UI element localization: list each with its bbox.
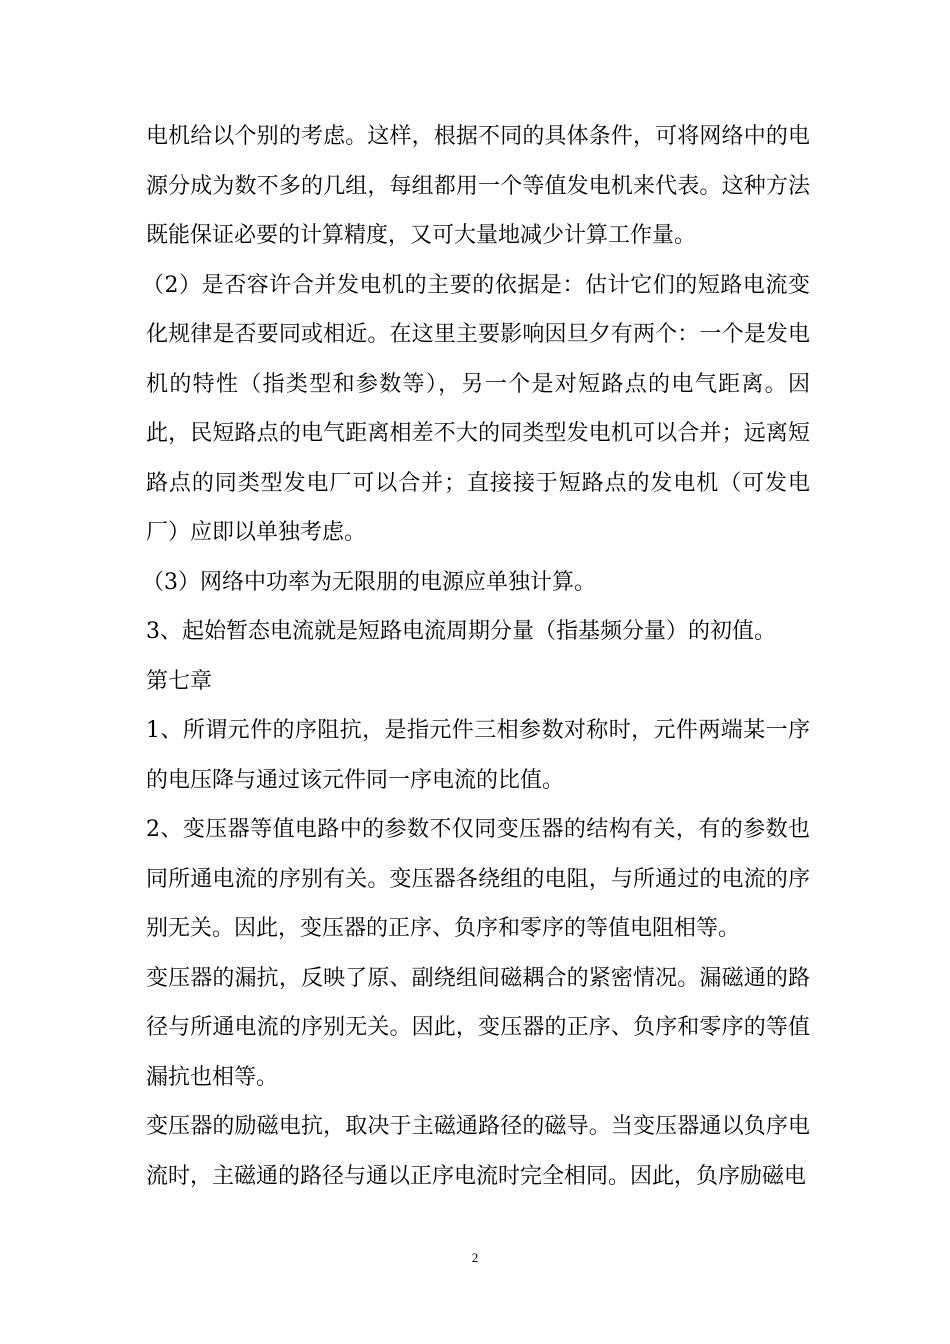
- page-body: [142, 112, 810, 1201]
- paragraph-7: 变压器的漏抗，反映了原、副绕组间磁耦合的紧密情况。漏磁通的路径与所通电流的序别无关。因此，变压器的正序、负序和零序的等值漏抗也相等。: [146, 965, 810, 1090]
- paragraph-3: （3）网络中功率为无限朋的电源应单独计算。: [142, 569, 596, 595]
- paragraph-1: 电机给以个别的考虑。这样，根据不同的具体条件，可将网络中的电源分成为数不多的几组，每组都用一个等值发电机来代表。这种方法既能保证必要的计算精度，又可大量地减少计算工作量。: [146, 124, 810, 248]
- paragraph-4: 3、起始暂态电流就是短路电流周期分量（指基频分量）的初值。: [146, 619, 776, 644]
- paragraph-8: 变压器的励磁电抗，取决于主磁通路径的磁导。当变压器通以负序电流时，主磁通的路径与通以正序电流时完全相同。因此，负序励磁电: [146, 1114, 810, 1189]
- paragraph-5: 1、所谓元件的序阻抗，是指元件三相参数对称时，元件两端某一序的电压降与通过该元件同一序电流的比值。: [146, 718, 810, 793]
- paragraph-6: 2、变压器等值电路中的参数不仅同变压器的结构有关，有的参数也同所通电流的序别有关。变压器各绕组的电阻，与所通过的电流的序别无关。因此，变压器的正序、负序和零序的等值电阻相等。: [146, 817, 810, 941]
- chapter-heading: 第七章: [146, 668, 213, 694]
- page-number: 2: [471, 1250, 479, 1265]
- paragraph-2: （2）是否容许合并发电机的主要的依据是：估计它们的短路电流变化规律是否要同或相近。在这里主要影响因旦夕有两个：一个是发电机的特性（指类型和参数等），另一个是对短路点的电气距离。因此，民短路点的电气距离相差不大的同类型发电机可以合并；远离短路点的同类型发电厂可以合并；直接接于短路点的发电机（可发电厂）应即以单独考虑。: [142, 272, 810, 545]
